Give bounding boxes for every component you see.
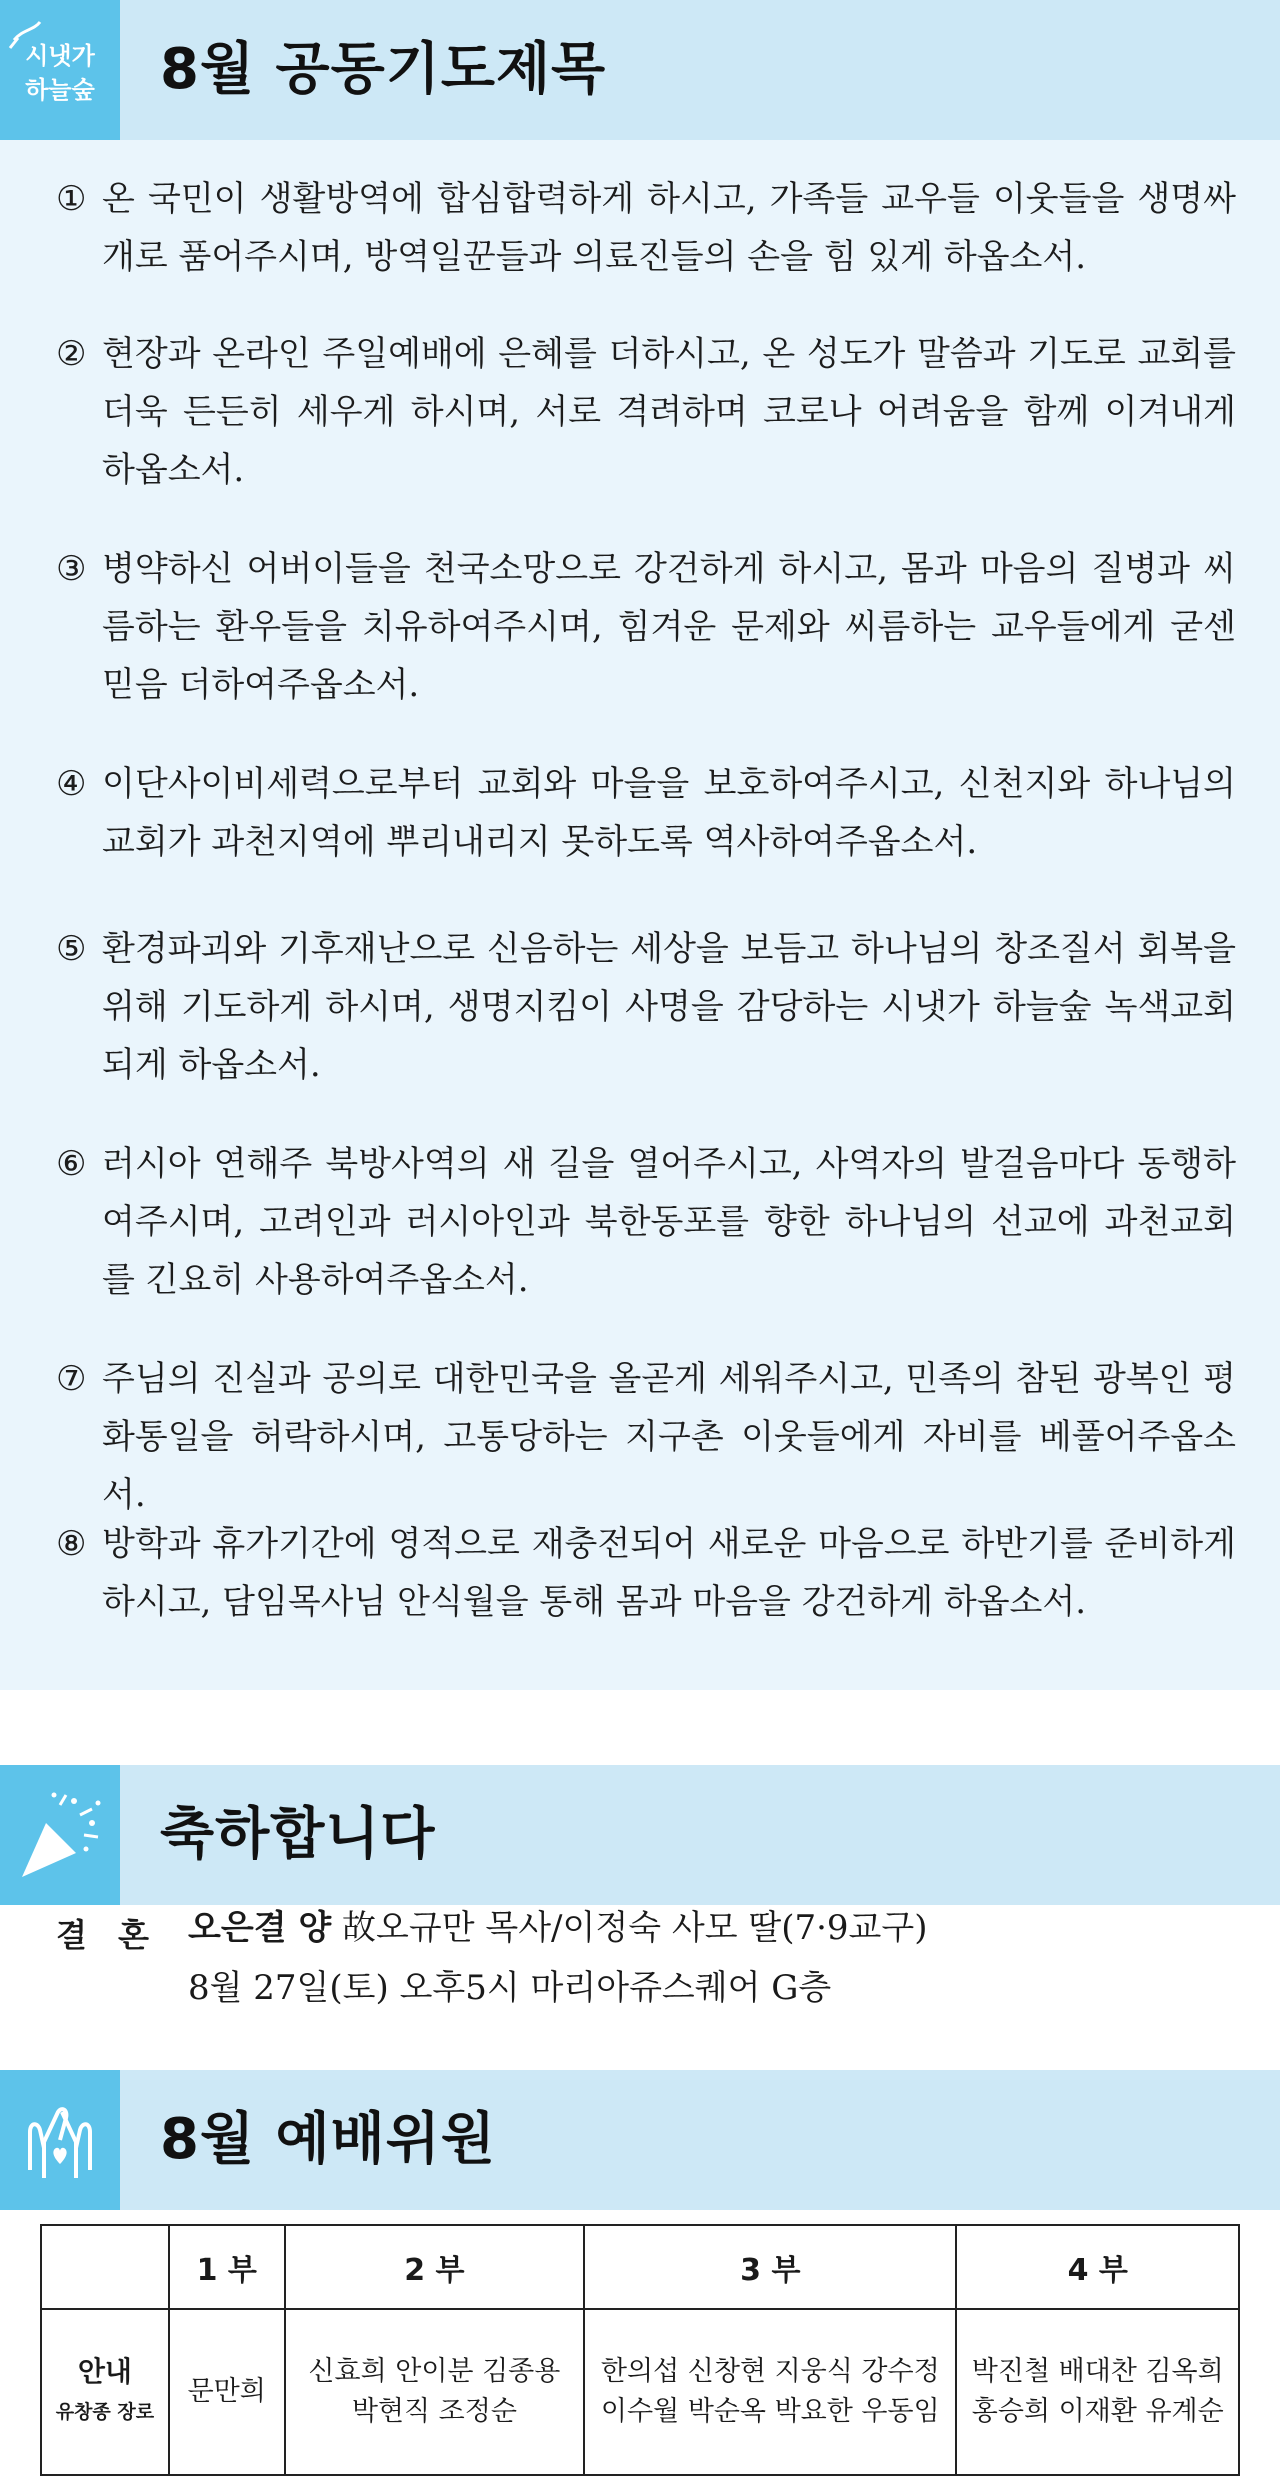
prayer-text: 환경파괴와 기후재난으로 신음하는 세상을 보듬고 하나님의 창조질서 회복을 위해 기도하게 하시며, 생명지킴이 사명을 감당하는 시냇가 하늘숲 녹색교회 되게 하옵소서. — [102, 929, 1236, 1085]
logo-text-line1: 시냇가 — [25, 42, 95, 70]
service-1-names: 문만희 — [187, 2376, 266, 2407]
prayer-text: 러시아 연해주 북방사역의 새 길을 열어주시고, 사역자의 발걸음마다 동행하여주시며, 고려인과 러시아인과 북한동포를 향한 하나님의 선교에 과천교회를 긴요히 사용하여주옵소서. — [102, 1144, 1236, 1300]
party-popper-icon — [0, 1765, 120, 1905]
prayer-text: 온 국민이 생활방역에 합심합력하게 하시고, 가족들 교우들 이웃들을 생명싸개로 품어주시며, 방역일꾼들과 의료진들의 손을 힘 있게 하옵소서. — [102, 179, 1236, 277]
table-header-service-4: 4 부 — [956, 2225, 1239, 2309]
service-2-names-line-2: 박현직 조정순 — [351, 2396, 517, 2427]
table-header-service-3: 3 부 — [584, 2225, 956, 2309]
role-main: 안내 — [77, 2355, 132, 2388]
service-2-names-line-1: 신효희 안이분 김종용 — [308, 2356, 561, 2387]
praying-hands-icon — [0, 2070, 120, 2210]
prayer-item — [56, 170, 1236, 286]
service-4-names-line-2: 홍승희 이재환 유계순 — [971, 2396, 1224, 2427]
logo-text-line2: 하늘숲 — [25, 76, 95, 104]
wedding-line-2: 8월 27일(토) 오후5시 마리아쥬스퀘어 G층 — [188, 1968, 832, 2008]
prayer-text: 현장과 온라인 주일예배에 은혜를 더하시고, 온 성도가 말씀과 기도로 교회를 더욱 든든히 세우게 하시며, 서로 격려하며 코로나 어려움을 함께 이겨내게 하옵소서. — [102, 334, 1236, 490]
worship-title: 8월 예배위원 — [160, 2107, 496, 2172]
congrats-section-header — [0, 1765, 1280, 1905]
service-4-names-line-1: 박진철 배대찬 김옥희 — [971, 2356, 1224, 2387]
prayer-title: 8월 공동기도제목 — [160, 37, 607, 102]
service-4-cell — [956, 2309, 1239, 2475]
role-cell — [41, 2309, 169, 2475]
prayer-number: ⑧ — [56, 1524, 87, 1564]
prayer-item — [56, 1135, 1236, 1309]
prayer-item — [56, 755, 1236, 871]
wedding-detail: 故오규만 목사/이정숙 사모 딸(7·9교구) — [342, 1908, 928, 1948]
table-header-row — [41, 2225, 1239, 2309]
service-1-cell — [169, 2309, 285, 2475]
role-sub: 유창종 장로 — [55, 2401, 155, 2423]
service-2-cell — [285, 2309, 584, 2475]
congrats-title: 축하합니다 — [160, 1802, 436, 1867]
table-header-service-2: 2 부 — [285, 2225, 584, 2309]
table-header-empty — [41, 2225, 169, 2309]
prayer-number: ③ — [56, 549, 87, 589]
service-3-names-line-2: 이수월 박순옥 박요한 우동임 — [600, 2396, 940, 2427]
prayer-item — [56, 540, 1236, 714]
wedding-name: 오은결 양 — [188, 1908, 332, 1948]
prayer-number: ⑤ — [56, 929, 87, 969]
prayer-number: ② — [56, 334, 87, 374]
prayer-number: ① — [56, 179, 87, 219]
church-logo — [0, 0, 120, 140]
prayer-list — [0, 140, 1280, 1690]
prayer-number: ④ — [56, 764, 87, 804]
prayer-item — [56, 325, 1236, 499]
table-header-service-1: 1 부 — [169, 2225, 285, 2309]
worship-table — [40, 2224, 1240, 2476]
service-3-cell — [584, 2309, 956, 2475]
prayer-item — [56, 920, 1236, 1094]
prayer-text: 방학과 휴가기간에 영적으로 재충전되어 새로운 마음으로 하반기를 준비하게 하시고, 담임목사님 안식월을 통해 몸과 마음을 강건하게 하옵소서. — [102, 1524, 1236, 1622]
prayer-text: 주님의 진실과 공의로 대한민국을 올곧게 세워주시고, 민족의 참된 광복인 평화통일을 허락하시며, 고통당하는 지구촌 이웃들에게 자비를 베풀어주옵소서. — [102, 1359, 1236, 1515]
prayer-number: ⑦ — [56, 1359, 87, 1399]
worship-section-header — [0, 2070, 1280, 2210]
prayer-text: 이단사이비세력으로부터 교회와 마을을 보호하여주시고, 신천지와 하나님의교회가 과천지역에 뿌리내리지 못하도록 역사하여주옵소서. — [102, 764, 1236, 862]
wedding-line-1 — [188, 1900, 927, 1956]
table-row — [41, 2309, 1239, 2475]
prayer-item — [56, 1350, 1236, 1524]
prayer-section-header — [0, 0, 1280, 140]
prayer-number: ⑥ — [56, 1144, 87, 1184]
wedding-label: 결 혼 — [56, 1916, 159, 1954]
prayer-text: 병약하신 어버이들을 천국소망으로 강건하게 하시고, 몸과 마음의 질병과 씨름하는 환우들을 치유하여주시며, 힘겨운 문제와 씨름하는 교우들에게 굳센 믿음 더하여주옵소서. — [102, 549, 1236, 705]
prayer-item — [56, 1515, 1236, 1631]
service-3-names-line-1: 한의섭 신창현 지웅식 강수정 — [600, 2356, 940, 2387]
